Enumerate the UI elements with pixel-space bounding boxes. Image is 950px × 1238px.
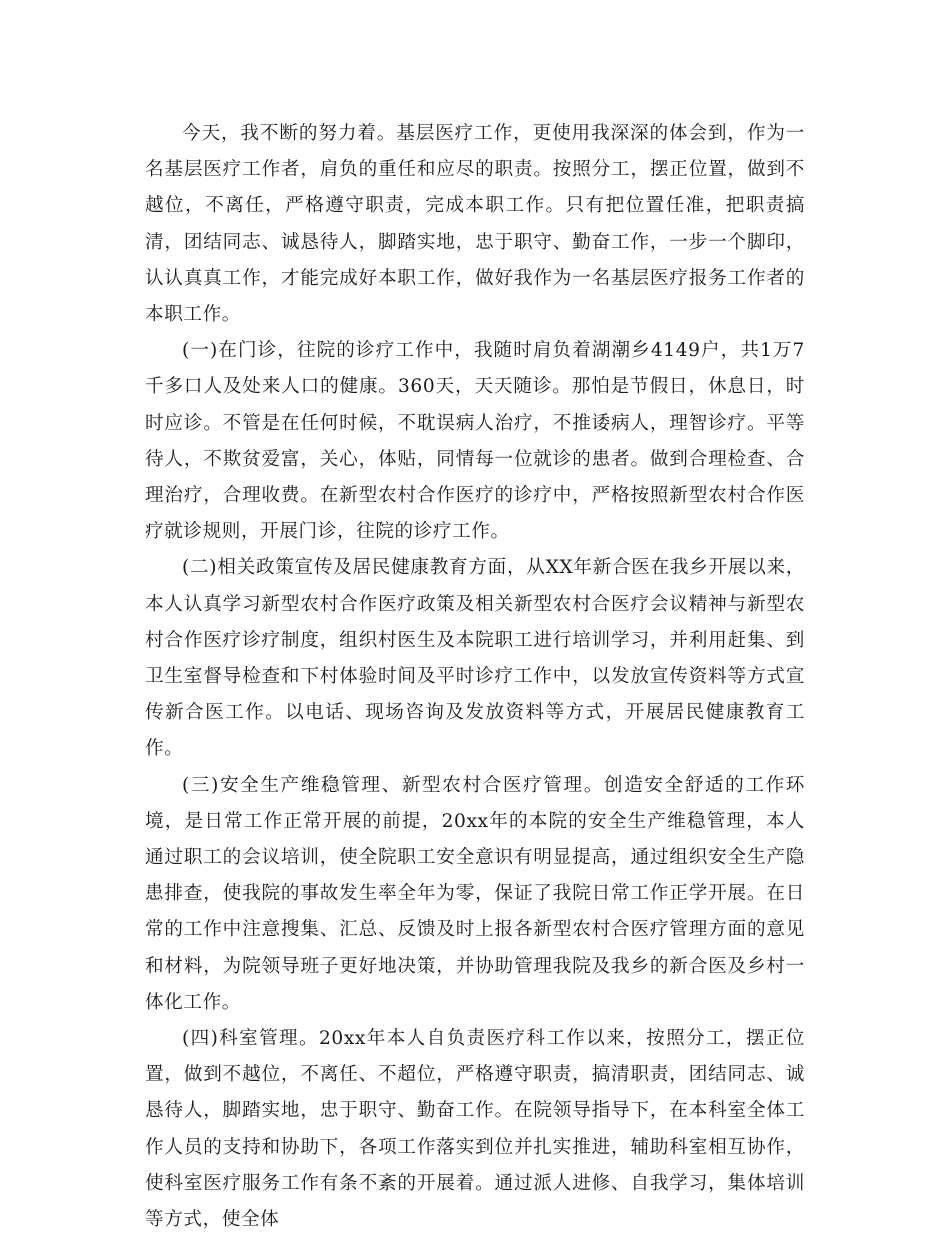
- paragraph-intro: 今天，我不断的努力着。基层医疗工作，更使用我深深的体会到，作为一名基层医疗工作者，肩负的重任和应尽的职责。按照分工，摆正位置，做到不越位，不离任，严格遵守职责，完成本职工作。只有把位置任准，把职责搞清，团结同志、诚恳待人，脚踏实地，忠于职守、勤奋工作，一步一个脚印，认认真真工作，才能完成好本职工作，做好我作为一名基层医疗报务工作者的本职工作。: [145, 123, 805, 326]
- paragraph-section-2: (二)相关政策宣传及居民健康教育方面，从XX年新合医在我乡开展以来，本人认真学习新型农村合作医疗政策及相关新型农村合医疗会议精神与新型农村合作医疗诊疗制度，组织村医生及本院职工进行培训学习，并利用赶集、到卫生室督导检查和下村体验时间及平时诊疗工作中，以发放宣传资料等方式宣传新合医工作。以电话、现场咨询及发放资料等方式，开展居民健康教育工作。: [145, 557, 805, 760]
- paragraph-section-4: (四)科室管理。20xx年本人自负责医疗科工作以来，按照分工，摆正位置，做到不越位，不离任、不超位，严格遵守职责，搞清职责，团结同志、诚恳待人，脚踏实地，忠于职守、勤奋工作。在院领导指导下，在本科室全体工作人员的支持和协助下，各项工作落实到位并扎实推进，辅助科室相互协作，使科室医疗服务工作有条不紊的开展着。通过派人进修、自我学习，集体培训等方式，使全体: [145, 1028, 805, 1231]
- document-body: [145, 116, 805, 1238]
- paragraph-section-1: (一)在门诊，往院的诊疗工作中，我随时肩负着湖潮乡4149户，共1万7千多口人及处来人口的健康。360天，天天随诊。那怕是节假日，休息日，时时应诊。不管是在任何时候，不耽误病人治疗，不推诿病人，理智诊疗。平等待人，不欺贫爱富，关心，体贴，同情每一位就诊的患者。做到合理检查、合理治疗，合理收费。在新型农村合作医疗的诊疗中，严格按照新型农村合作医疗就诊规则，开展门诊，往院的诊疗工作。: [145, 340, 805, 543]
- paragraph-section-3: (三)安全生产维稳管理、新型农村合医疗管理。创造安全舒适的工作环境，是日常工作正常开展的前提，20xx年的本院的安全生产维稳管理，本人通过职工的会议培训，使全院职工安全意识有明显提高，通过组织安全生产隐患排查，使我院的事故发生率全年为零，保证了我院日常工作正学开展。在日常的工作中注意搜集、汇总、反馈及时上报各新型农村合医疗管理方面的意见和材料，为院领导班子更好地决策，并协助管理我院及我乡的新合医及乡村一体化工作。: [145, 774, 805, 1013]
